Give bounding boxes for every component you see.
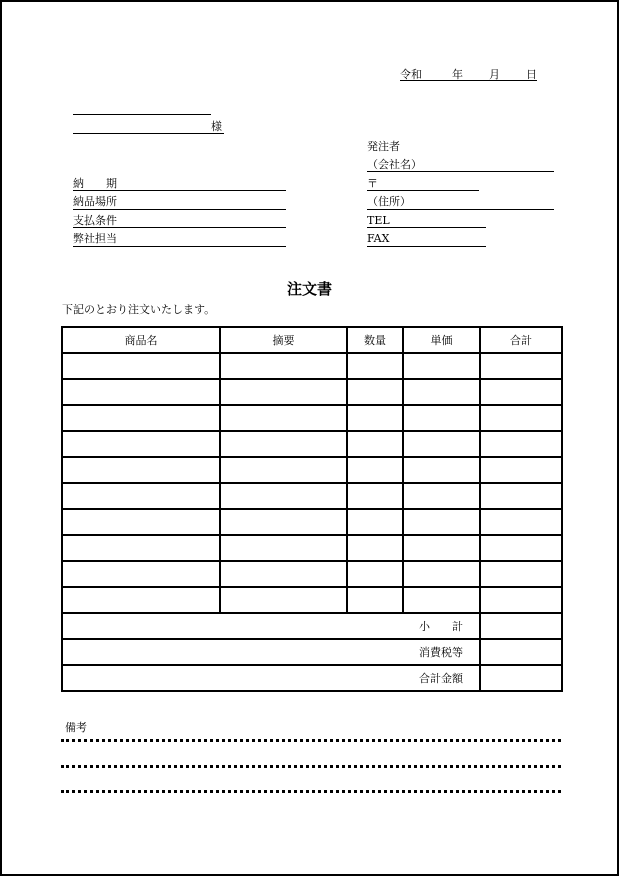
cell-summary[interactable] — [220, 405, 347, 431]
table-header-row — [62, 327, 562, 353]
subtotal-cell[interactable] — [480, 613, 562, 639]
tax-row — [62, 639, 562, 665]
cell-total[interactable] — [480, 587, 562, 613]
col-header-quantity: 数量 — [347, 327, 403, 353]
cell-summary[interactable] — [220, 483, 347, 509]
postal-label: 〒 — [367, 177, 378, 190]
cell-product[interactable] — [62, 483, 220, 509]
remarks-line-3[interactable] — [61, 790, 561, 793]
cell-product[interactable] — [62, 509, 220, 535]
table-row — [62, 587, 562, 613]
staff-label: 弊社担当 — [73, 232, 117, 245]
table-row — [62, 457, 562, 483]
cell-total[interactable] — [480, 457, 562, 483]
cell-quantity[interactable] — [347, 509, 403, 535]
cell-quantity[interactable] — [347, 561, 403, 587]
delivery-date-label: 納 期 — [73, 177, 117, 190]
date-year: 年 — [452, 68, 463, 81]
cell-summary[interactable] — [220, 561, 347, 587]
col-header-summary: 摘要 — [220, 327, 347, 353]
cell-product[interactable] — [62, 405, 220, 431]
cell-quantity[interactable] — [347, 483, 403, 509]
recipient-line-2[interactable] — [73, 133, 224, 134]
grand-total-row — [62, 665, 562, 691]
col-header-product: 商品名 — [62, 327, 220, 353]
grand-total-cell[interactable] — [480, 665, 562, 691]
remarks-label: 備考 — [65, 721, 87, 734]
table-row — [62, 561, 562, 587]
cell-summary[interactable] — [220, 535, 347, 561]
cell-unit-price[interactable] — [403, 431, 480, 457]
cell-product[interactable] — [62, 431, 220, 457]
cell-quantity[interactable] — [347, 379, 403, 405]
table-row — [62, 379, 562, 405]
cell-product[interactable] — [62, 587, 220, 613]
cell-product[interactable] — [62, 353, 220, 379]
cell-unit-price[interactable] — [403, 561, 480, 587]
delivery-date-line[interactable] — [73, 190, 286, 191]
cell-summary[interactable] — [220, 587, 347, 613]
recipient-honorific: 様 — [211, 120, 222, 133]
recipient-line-1[interactable] — [73, 114, 211, 115]
cell-unit-price[interactable] — [403, 535, 480, 561]
cell-product[interactable] — [62, 561, 220, 587]
cell-summary[interactable] — [220, 431, 347, 457]
cell-total[interactable] — [480, 353, 562, 379]
cell-unit-price[interactable] — [403, 353, 480, 379]
cell-product[interactable] — [62, 457, 220, 483]
date-month: 月 — [489, 68, 500, 81]
cell-quantity[interactable] — [347, 353, 403, 379]
table-row — [62, 353, 562, 379]
delivery-place-line[interactable] — [73, 209, 286, 210]
table-row — [62, 483, 562, 509]
cell-total[interactable] — [480, 561, 562, 587]
cell-quantity[interactable] — [347, 587, 403, 613]
cell-summary[interactable] — [220, 509, 347, 535]
subtotal-label: 小 計 — [62, 613, 480, 639]
cell-unit-price[interactable] — [403, 405, 480, 431]
fax-label: FAX — [367, 232, 390, 245]
remarks-line-1[interactable] — [61, 739, 561, 742]
table-row — [62, 431, 562, 457]
cell-unit-price[interactable] — [403, 509, 480, 535]
cell-product[interactable] — [62, 535, 220, 561]
tel-label: TEL — [367, 214, 390, 227]
cell-total[interactable] — [480, 535, 562, 561]
postal-line[interactable] — [367, 190, 479, 191]
cell-quantity[interactable] — [347, 535, 403, 561]
document-title: 注文書 — [286, 280, 332, 298]
cell-total[interactable] — [480, 405, 562, 431]
intro-text: 下記のとおり注文いたします。 — [62, 303, 216, 316]
subtotal-row — [62, 613, 562, 639]
cell-quantity[interactable] — [347, 405, 403, 431]
fax-line[interactable] — [367, 246, 486, 247]
cell-summary[interactable] — [220, 457, 347, 483]
cell-total[interactable] — [480, 509, 562, 535]
cell-summary[interactable] — [220, 353, 347, 379]
date-era: 令和 — [400, 68, 422, 81]
address-line[interactable] — [367, 209, 554, 210]
orderer-label: 発注者 — [367, 140, 400, 153]
cell-total[interactable] — [480, 483, 562, 509]
date-day: 日 — [526, 68, 537, 81]
cell-summary[interactable] — [220, 379, 347, 405]
col-header-total: 合計 — [480, 327, 562, 353]
delivery-place-label: 納品場所 — [73, 195, 117, 208]
payment-terms-line[interactable] — [73, 227, 286, 228]
date-line — [400, 66, 537, 81]
cell-total[interactable] — [480, 431, 562, 457]
staff-line[interactable] — [73, 246, 286, 247]
company-label: （会社名） — [367, 158, 422, 171]
table-row — [62, 509, 562, 535]
table-row — [62, 535, 562, 561]
cell-unit-price[interactable] — [403, 379, 480, 405]
tel-line[interactable] — [367, 227, 486, 228]
order-items-table — [61, 326, 563, 692]
cell-product[interactable] — [62, 379, 220, 405]
payment-terms-label: 支払条件 — [73, 214, 117, 227]
remarks-line-2[interactable] — [61, 765, 561, 768]
cell-unit-price[interactable] — [403, 587, 480, 613]
col-header-unit-price: 単価 — [403, 327, 480, 353]
tax-label: 消費税等 — [62, 639, 480, 665]
cell-unit-price[interactable] — [403, 483, 480, 509]
cell-unit-price[interactable] — [403, 457, 480, 483]
grand-total-label: 合計金額 — [62, 665, 480, 691]
cell-quantity[interactable] — [347, 431, 403, 457]
cell-quantity[interactable] — [347, 457, 403, 483]
table-row — [62, 405, 562, 431]
company-line[interactable] — [367, 171, 554, 172]
tax-cell[interactable] — [480, 639, 562, 665]
cell-total[interactable] — [480, 379, 562, 405]
address-label: （住所） — [367, 195, 411, 208]
